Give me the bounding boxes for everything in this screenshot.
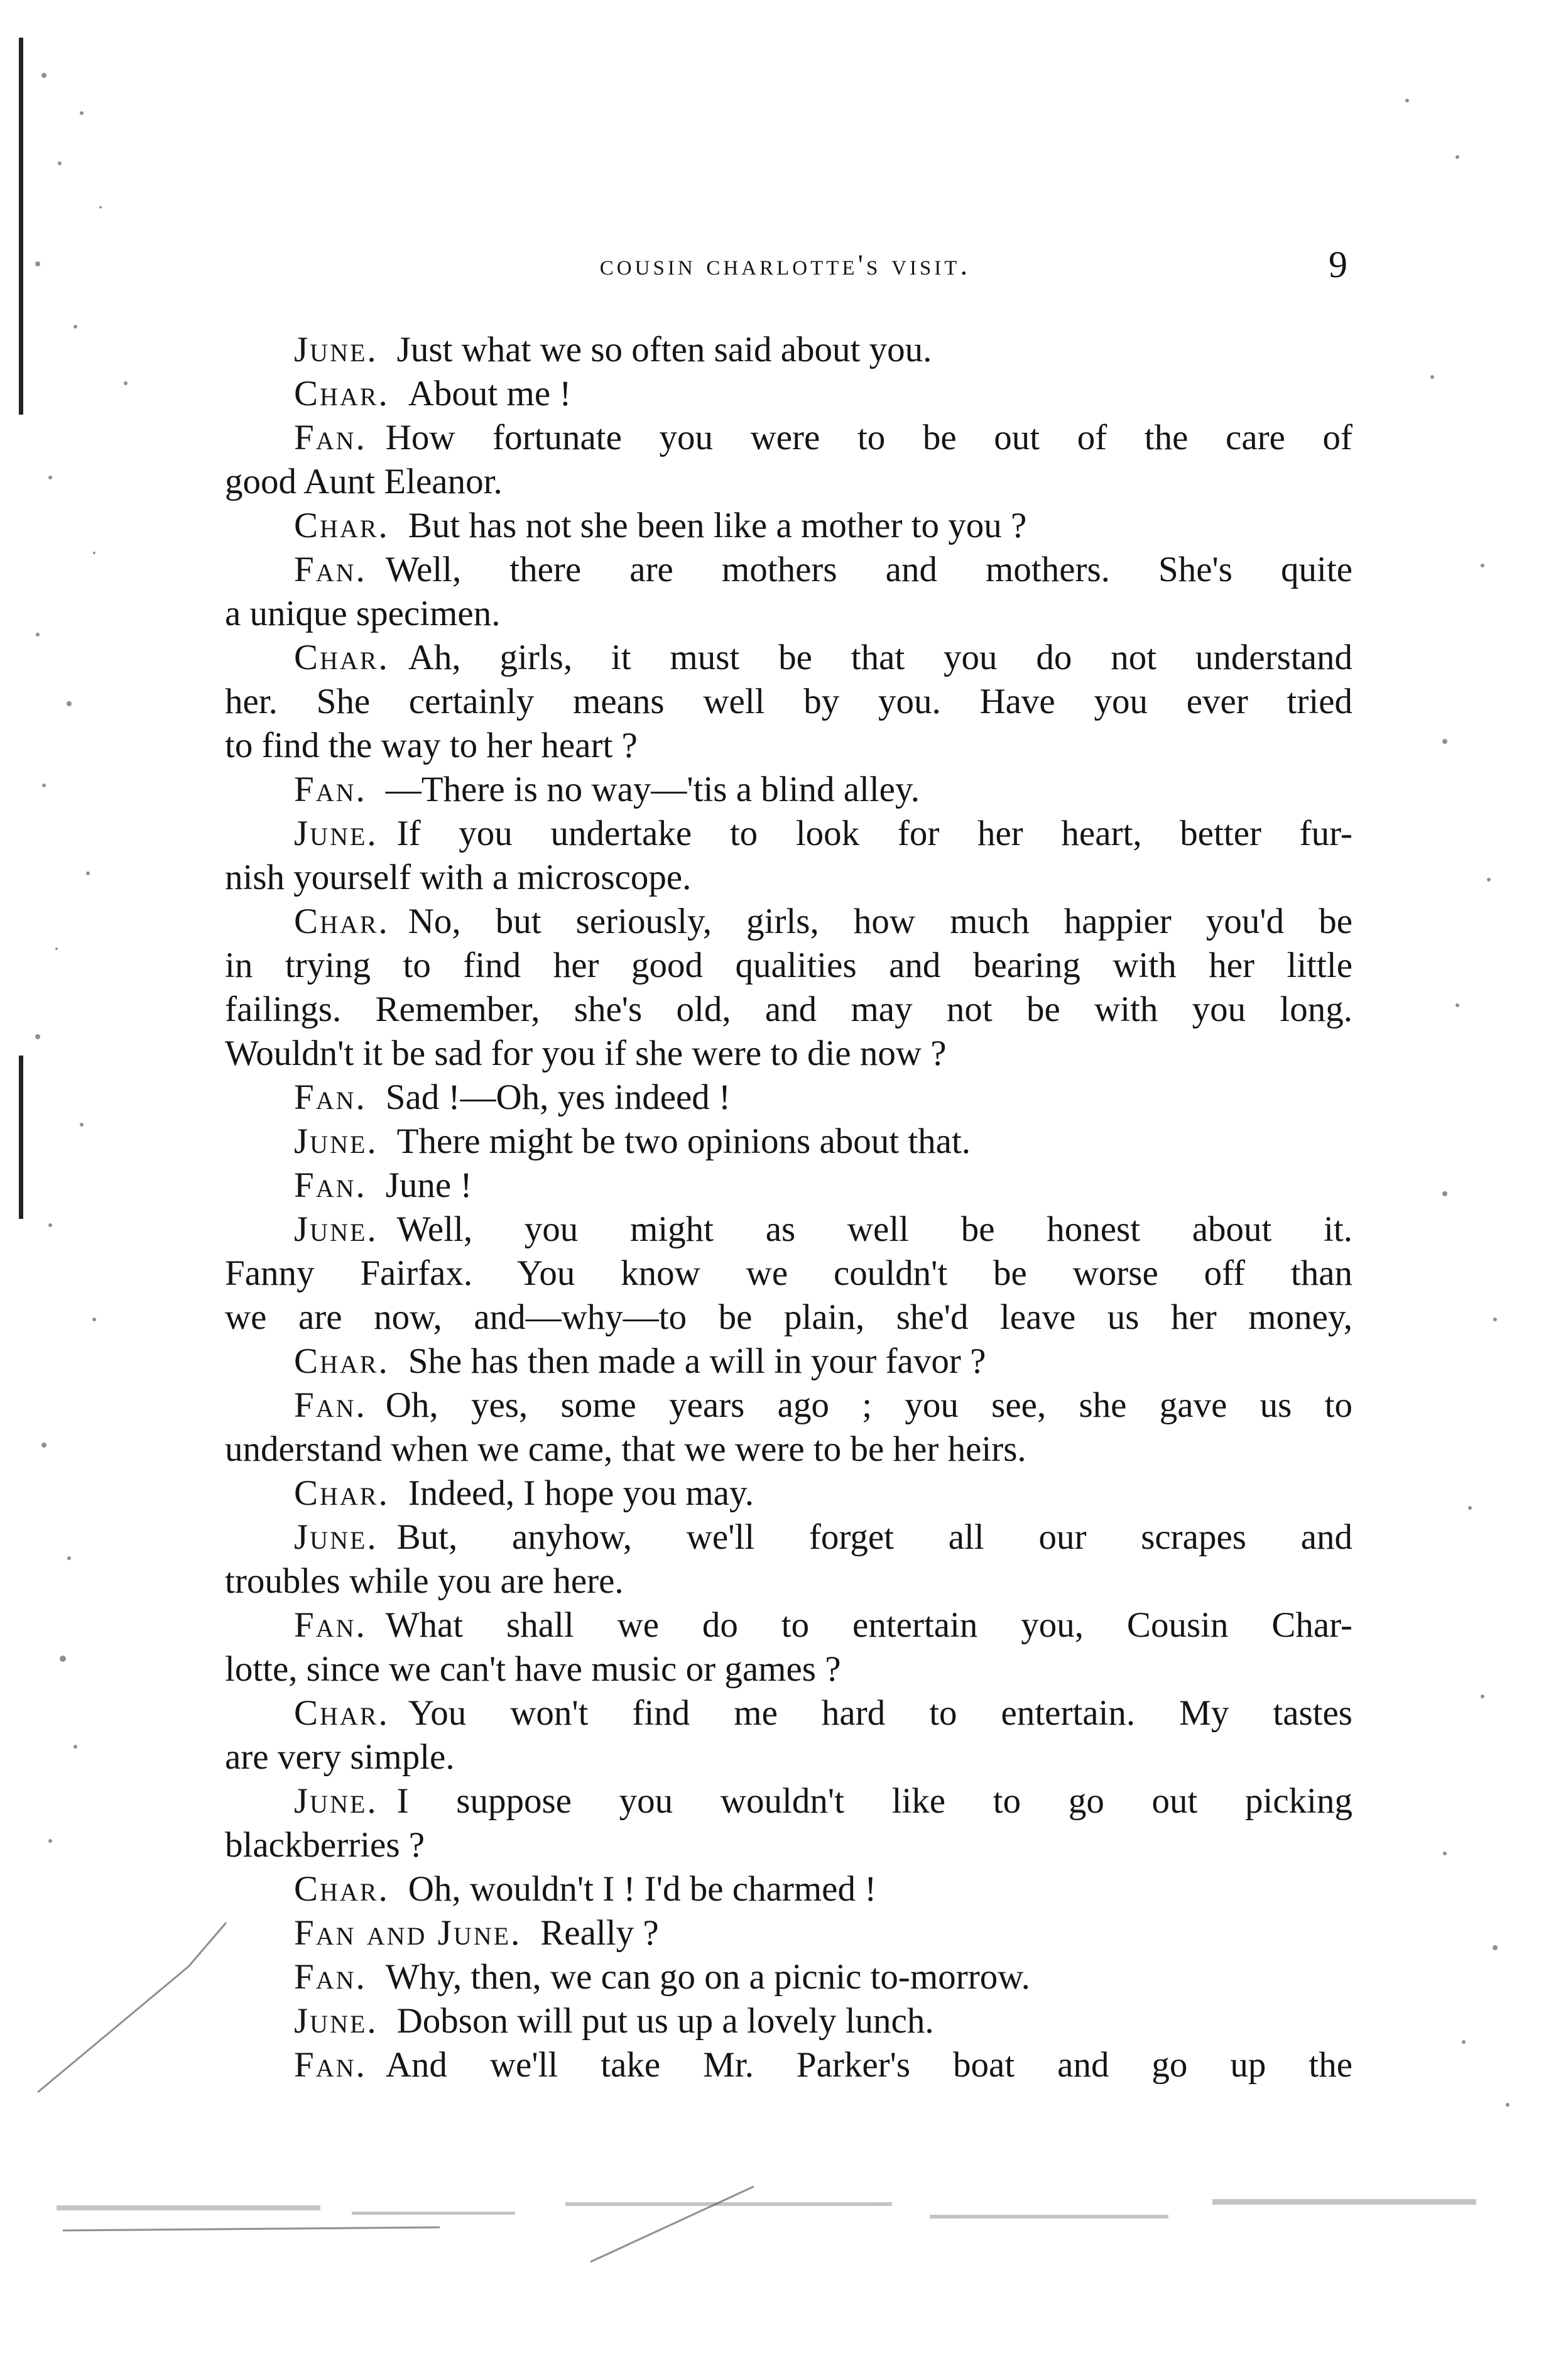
line-text: in trying to find her good qualities and bearing with her little: [225, 946, 1352, 985]
speaker-name: June.: [294, 1209, 378, 1249]
page-number: 9: [1329, 244, 1347, 285]
text-line: [225, 812, 1352, 856]
line-text: I suppose you wouldn't like to go out picking: [396, 1781, 1352, 1821]
text-line: [225, 1911, 1352, 1955]
speaker-name: Fan.: [294, 1165, 367, 1205]
text-line: [225, 1296, 1352, 1340]
line-text: Well, there are mothers and mothers. She's quite: [385, 550, 1352, 589]
bottom-smudge: [50, 2193, 1508, 2237]
line-text: What shall we do to entertain you, Cousin Char-: [385, 1605, 1352, 1645]
text-line: [225, 2043, 1352, 2087]
line-text: are very simple.: [225, 1737, 455, 1777]
text-line: [225, 1603, 1352, 1647]
speaker-name: June.: [294, 1781, 378, 1821]
text-line: [225, 1032, 1352, 1076]
line-text: There might be two opinions about that.: [396, 1122, 971, 1161]
line-text: troubles while you are here.: [225, 1561, 624, 1601]
text-line: [225, 460, 1352, 504]
speaker-name: Fan.: [294, 1385, 367, 1425]
line-text: Sad !—Oh, yes indeed !: [385, 1078, 731, 1117]
speaker-name: Fan.: [294, 1957, 367, 1997]
margin-rule-bottom: [19, 1056, 23, 1219]
line-text: Ah, girls, it must be that you do not understand: [408, 638, 1352, 677]
line-text: No, but seriously, girls, how much happier you'd be: [408, 902, 1352, 941]
text-line: [225, 548, 1352, 592]
line-text: failings. Remember, she's old, and may not be with you long.: [225, 990, 1352, 1029]
line-text: But has not she been like a mother to you ?: [408, 506, 1027, 545]
dialogue-text: [225, 328, 1352, 2087]
text-line: [225, 768, 1352, 812]
text-line: [225, 1515, 1352, 1559]
text-line: [225, 1867, 1352, 1911]
line-text: her. She certainly means well by you. Have you ever tried: [225, 682, 1352, 721]
speaker-name: Fan.: [294, 2045, 367, 2085]
text-line: [225, 1208, 1352, 1252]
line-text: understand when we came, that we were to be her heirs.: [225, 1429, 1026, 1469]
line-text: And we'll take Mr. Parker's boat and go up the: [385, 2045, 1352, 2085]
line-text: Just what we so often said about you.: [396, 330, 932, 369]
text-line: [225, 988, 1352, 1032]
text-line: [225, 1647, 1352, 1691]
line-text: —There is no way—'tis a blind alley.: [385, 770, 920, 809]
speaker-name: June.: [294, 1122, 378, 1161]
text-line: [225, 416, 1352, 460]
speaker-name: Char.: [294, 1341, 389, 1381]
speaker-name: June.: [294, 2001, 378, 2041]
speaker-name: June.: [294, 1517, 378, 1557]
text-line: [225, 1779, 1352, 1823]
text-line: [225, 1559, 1352, 1603]
speaker-name: Fan.: [294, 770, 367, 809]
speaker-name: Char.: [294, 638, 389, 677]
running-head: [223, 244, 1347, 292]
line-text: we are now, and—why—to be plain, she'd leave us her money,: [225, 1297, 1352, 1337]
text-line: [225, 636, 1352, 680]
text-line: [225, 1691, 1352, 1735]
text-line: [225, 1164, 1352, 1208]
text-line: [225, 1735, 1352, 1779]
line-text: lotte, since we can't have music or games ?: [225, 1649, 841, 1689]
line-text: Fanny Fairfax. You know we couldn't be worse off than: [225, 1253, 1352, 1293]
line-text: Well, you might as well be honest about it.: [396, 1209, 1352, 1249]
text-line: [225, 900, 1352, 944]
text-line: [225, 1427, 1352, 1471]
line-text: a unique specimen.: [225, 594, 501, 633]
text-line: [225, 1120, 1352, 1164]
line-text: blackberries ?: [225, 1825, 425, 1865]
line-text: to find the way to her heart ?: [225, 726, 638, 765]
speaker-name: Char.: [294, 1693, 389, 1733]
speaker-name: Fan.: [294, 1078, 367, 1117]
text-line: [225, 1252, 1352, 1296]
text-line: [225, 328, 1352, 372]
text-line: [225, 1955, 1352, 1999]
line-text: She has then made a will in your favor ?: [408, 1341, 986, 1381]
text-line: [225, 1384, 1352, 1427]
line-text: How fortunate you were to be out of the care of: [385, 418, 1352, 457]
running-title: cousin charlotte's visit.: [599, 249, 971, 281]
speaker-name: Char.: [294, 506, 389, 545]
margin-rule-top: [19, 38, 23, 415]
text-line: [225, 504, 1352, 548]
text-line: [225, 1999, 1352, 2043]
speaker-name: Char.: [294, 1869, 389, 1909]
line-text: If you undertake to look for her heart, better fur-: [396, 814, 1352, 853]
text-line: [225, 1471, 1352, 1515]
text-line: [225, 856, 1352, 900]
line-text: You won't find me hard to entertain. My tastes: [408, 1693, 1352, 1733]
speaker-name: Fan.: [294, 418, 367, 457]
line-text: About me !: [408, 374, 572, 413]
text-line: [225, 724, 1352, 768]
line-text: Oh, yes, some years ago ; you see, she gave us to: [385, 1385, 1352, 1425]
line-text: Why, then, we can go on a picnic to-morrow.: [385, 1957, 1030, 1997]
speaker-name: Fan.: [294, 550, 367, 589]
line-text: Oh, wouldn't I ! I'd be charmed !: [408, 1869, 877, 1909]
line-text: good Aunt Eleanor.: [225, 462, 503, 501]
speaker-name: Fan.: [294, 1605, 367, 1645]
line-text: Indeed, I hope you may.: [408, 1473, 754, 1513]
line-text: Dobson will put us up a lovely lunch.: [396, 2001, 934, 2041]
text-line: [225, 372, 1352, 416]
speaker-name: Char.: [294, 374, 389, 413]
line-text: But, anyhow, we'll forget all our scrapes and: [396, 1517, 1352, 1557]
speaker-name: June.: [294, 330, 378, 369]
speaker-name: June.: [294, 814, 378, 853]
text-line: [225, 680, 1352, 724]
speaker-name: Fan and June.: [294, 1913, 522, 1953]
speaker-name: Char.: [294, 1473, 389, 1513]
text-line: [225, 592, 1352, 636]
line-text: June !: [385, 1165, 472, 1205]
line-text: nish yourself with a microscope.: [225, 858, 692, 897]
text-line: [225, 1823, 1352, 1867]
line-text: Wouldn't it be sad for you if she were to die now ?: [225, 1034, 947, 1073]
text-line: [225, 944, 1352, 988]
text-line: [225, 1076, 1352, 1120]
text-line: [225, 1340, 1352, 1384]
line-text: Really ?: [540, 1913, 659, 1953]
speaker-name: Char.: [294, 902, 389, 941]
